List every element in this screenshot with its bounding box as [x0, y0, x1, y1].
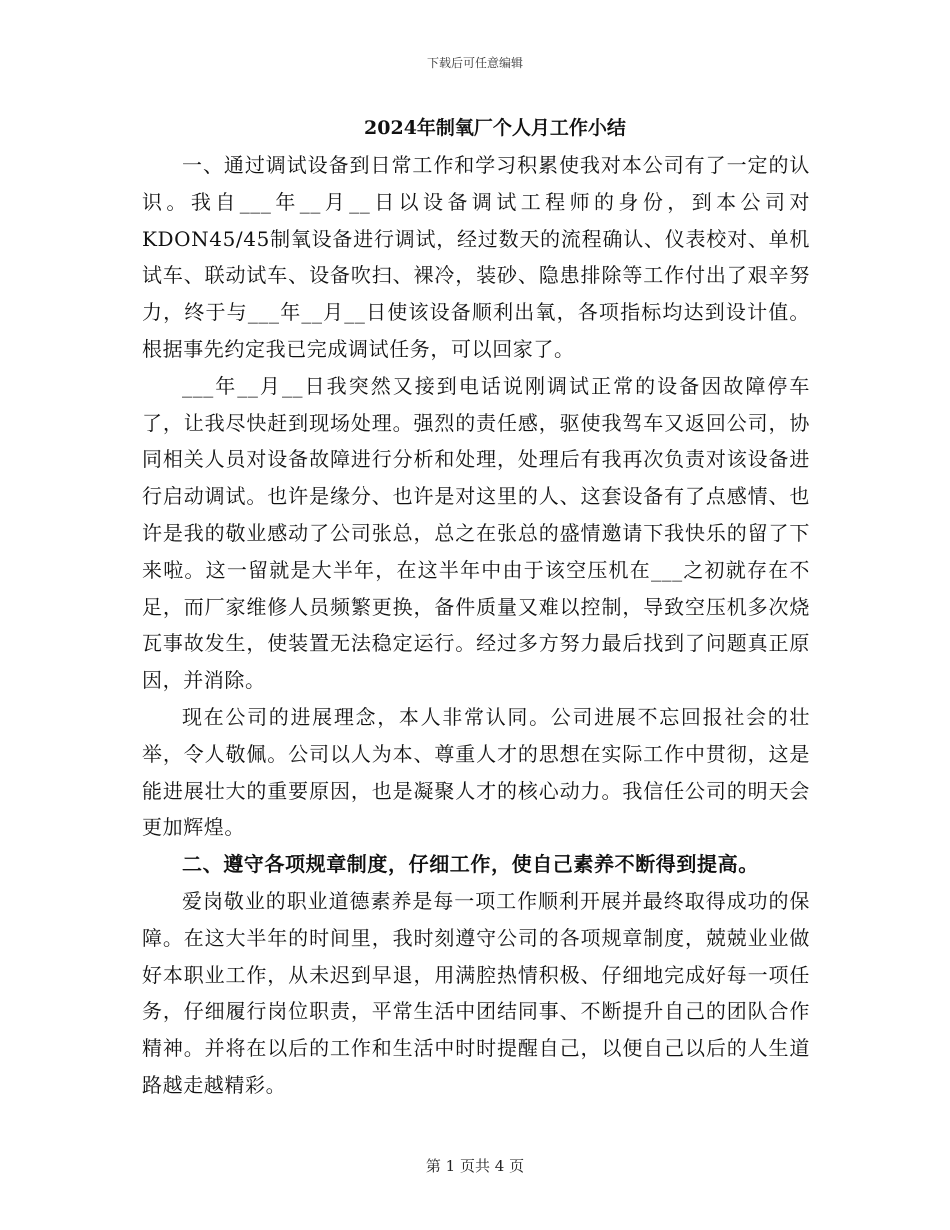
document-title: 2024年制氧厂个人月工作小结	[364, 117, 626, 139]
paragraph-2: ___年__月__日我突然又接到电话说刚调试正常的设备因故障停车了，让我尽快赶到现场处理。强烈的责任感，驱使我驾车又返回公司，协同相关人员对设备故障进行分析和处理，处理后有我再次负责对该设备进行启动调试。也许是缘分、也许是对这里的人、这套设备有了点感情、也许是我的敬业感动了公司张总，总之在张总的盛情邀请下我快乐的留了下来啦。这一留就是大半年，在这半年中由于该空压机在___之初就存在不足，而厂家维修人员频繁更换，备件质量又难以控制，导致空压机多次烧瓦事故发生，使装置无法稳定运行。经过多方努力最后找到了问题真正原因，并消除。	[142, 373, 810, 693]
paragraph-3: 现在公司的进展理念，本人非常认同。公司进展不忘回报社会的壮举，令人敬佩。公司以人为本、尊重人才的思想在实际工作中贯彻，这是能进展壮大的重要原因，也是凝聚人才的核心动力。我信任公司的明天会更加辉煌。	[142, 704, 810, 840]
page-number: 第 1 页共 4 页	[425, 1157, 525, 1175]
document-body	[142, 147, 810, 1104]
paragraph-1: 一、通过调试设备到日常工作和学习积累使我对本公司有了一定的认识。我自___年__月__日以设备调试工程师的身份，到本公司对KDON45/45制氧设备进行调试，经过数天的流程确认、仪表校对、单机试车、联动试车、设备吹扫、裸冷，装砂、隐患排除等工作付出了艰辛努力，终于与___年__月__日使该设备顺利出氧，各项指标均达到设计值。根据事先约定我已完成调试任务，可以回家了。	[142, 153, 810, 361]
header-note: 下载后可任意编辑	[426, 56, 523, 70]
paragraph-4: 爱岗敬业的职业道德素养是每一项工作顺利开展并最终取得成功的保障。在这大半年的时间里，我时刻遵守公司的各项规章制度，兢兢业业做好本职业工作，从未迟到早退，用满腔热情积极、仔细地完成好每一项任务，仔细履行岗位职责，平常生活中团结同事、不断提升自己的团队合作精神。并将在以后的工作和生活中时时提醒自己，以便自己以后的人生道路越走越精彩。	[142, 888, 810, 1097]
section-heading-2: 二、遵守各项规章制度，仔细工作，使自己素养不断得到提高。	[182, 852, 759, 877]
